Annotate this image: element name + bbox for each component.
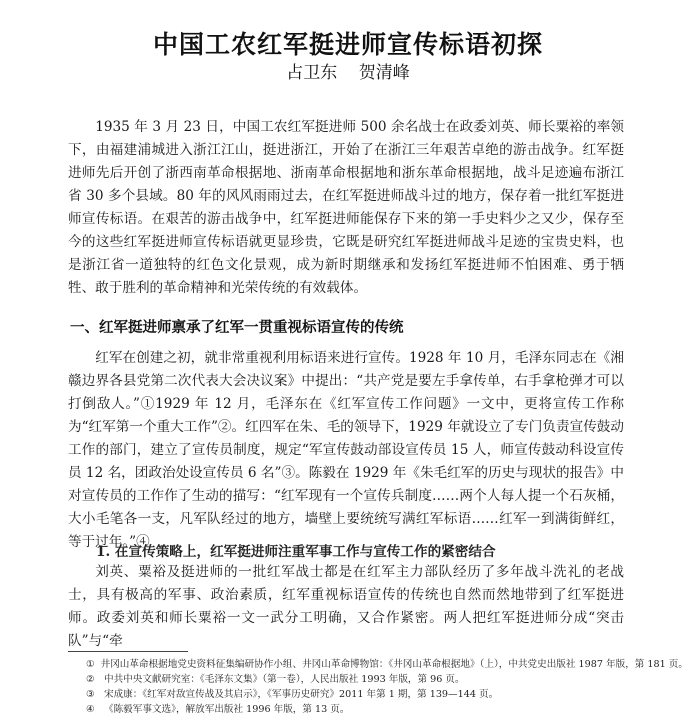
footnote-item bbox=[86, 672, 626, 687]
footnote-item bbox=[86, 657, 688, 672]
footnote-text: 井冈山革命根据地党史资料征集编研协作小组、井冈山革命博物馆：《井冈山革命根据地》（上），中共党史出版社 1987 年版，第 181 页。 bbox=[100, 659, 688, 670]
body-paragraph: 红军在创建之初，就非常重视利用标语来进行宣传。1928 年 10 月，毛泽东同志在《湘赣边界各县党第二次代表大会决议案》中提出：“共产党是要左手拿传单，右手拿枪弹才可以打倒敌人。”①1929 年 12 月，毛泽东在《红军宣传工作问题》一文中，更将宣传工作称为“红军第一个重大工作”②。红四军在朱、毛的领导下，1929 年就设立了专门负责宣传鼓动工作的部门，建立了宣传员制度，规定“军宣传鼓动部设宣传员 15 人，师宣传鼓动科设宣传员 12 名，团政治处设宣传员 6 名”③。陈毅在 1929 年《朱毛红军的历史与现状的报告》中对宣传员的工作作了生动的描写：“红军现有一个宣传兵制度……两个人每人提一个石灰桶，大小毛笔各一支，凡军队经过的地方，墙壁上要统统写满红军标语……红军一到满街鲜红，等于过年。”④ bbox=[68, 350, 624, 550]
author-name: 贺清峰 bbox=[358, 63, 410, 83]
footnote-text: 中共中央文献研究室：《毛泽东文集》（第一卷），人民出版社 1993 年版，第 96 页。 bbox=[104, 674, 465, 685]
footnote-list bbox=[86, 657, 688, 717]
footnote-mark: ③ bbox=[86, 689, 95, 700]
footnote-mark: ① bbox=[86, 659, 95, 670]
footnote-text: 《陈毅军事文选》，解放军出版社 1996 年版，第 13 页。 bbox=[104, 704, 350, 715]
footnote-text: 宋成康：《红军对敌宣传战及其启示》，《军事历史研究》2011 年第 1 期，第 139—144 页。 bbox=[104, 689, 499, 700]
author-name: 占卫东 bbox=[286, 63, 338, 83]
footnote-mark: ② bbox=[86, 674, 95, 685]
footnote-item bbox=[86, 687, 626, 702]
section-heading: 一、红军挺进师禀承了红军一贯重视标语宣传的传统 bbox=[70, 319, 404, 336]
paper-title: 中国工农红军挺进师宣传标语初探 bbox=[152, 29, 543, 59]
body-paragraph: 刘英、粟裕及挺进师的一批红军战士都是在红军主力部队经历了多年战斗洗礼的老战士，具有极高的军事、政治素质，红军重视标语宣传的传统也自然而然地带到了红军挺进师。政委刘英和师长粟裕一文一武分工明确，又合作紧密。两人把红军挺进师分成“突击队”与“牵 bbox=[68, 564, 624, 649]
intro-paragraph: 1935 年 3 月 23 日，中国工农红军挺进师 500 余名战士在政委刘英、师长粟裕的率领下，由福建浦城进入浙江江山，挺进浙江，开始了在浙江三年艰苦卓绝的游击战争。红军挺进师先后开创了浙西南革命根据地、浙南革命根据地和浙东革命根据地，战斗足迹遍布浙江省 30 多个县域。80 年的风风雨雨过去，在红军挺进师战斗过的地方，保存着一批红军挺进师宣传标语。在艰苦的游击战争中，红军挺进师能保存下来的第一手史料少之又少，保存至今的这些红军挺进师宣传标语就更显珍贵，它既是研究红军挺进师战斗足迹的宝贵史料，也是浙江省一道独特的红色文化景观，成为新时期继承和发扬红军挺进师不怕困难、勇于牺牲、敢于胜利的革命精神和光荣传统的有效载体。 bbox=[68, 119, 624, 296]
footnote-divider bbox=[68, 651, 188, 652]
author-line bbox=[0, 58, 696, 83]
footnote-item bbox=[86, 702, 626, 717]
subsection-heading: 1. 在宣传策略上，红军挺进师注重军事工作与宣传工作的紧密结合 bbox=[96, 544, 496, 560]
footnote-mark: ④ bbox=[86, 704, 95, 715]
